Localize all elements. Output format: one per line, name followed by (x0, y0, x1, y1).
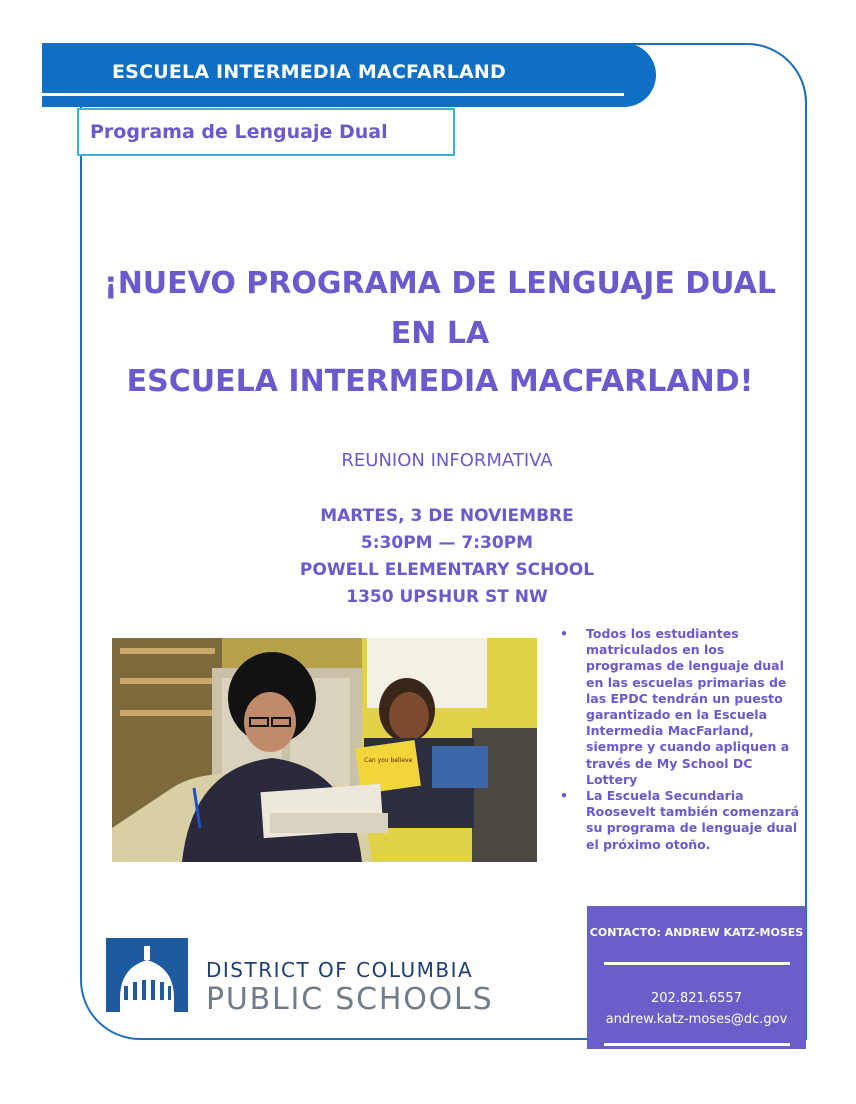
contact-divider (604, 962, 790, 965)
contact-divider (604, 1043, 790, 1046)
headline-line-3: ESCUELA INTERMEDIA MACFARLAND! (126, 364, 754, 399)
event-date: MARTES, 3 DE NOVIEMBRE (320, 506, 574, 526)
logo-line-1: DISTRICT OF COLUMBIA (206, 958, 474, 982)
bullet-item (560, 788, 800, 853)
program-label: Programa de Lenguaje Dual (90, 121, 388, 143)
event-title: REUNION INFORMATIVA (341, 450, 553, 471)
capitol-dome-logo-icon (106, 938, 188, 1012)
contact-email[interactable]: andrew.katz-moses@dc.gov (605, 1012, 788, 1027)
students-reading-photo (112, 638, 537, 862)
banner-rule (42, 93, 624, 96)
school-name: ESCUELA INTERMEDIA MACFARLAND (112, 61, 507, 83)
bullet-text: La Escuela Secundaria Roosevelt también comenzará su programa de lenguaje dual el próximo otoño. (586, 788, 800, 852)
headline-line-1: ¡NUEVO PROGRAMA DE LENGUAJE DUAL (104, 266, 776, 301)
logo-line-2: PUBLIC SCHOOLS (206, 982, 494, 1017)
photo-illustration (112, 638, 537, 862)
contact-title: CONTACTO: ANDREW KATZ-MOSES (589, 926, 804, 939)
contact-phone: 202.821.6557 (651, 991, 742, 1006)
book-cover-text: Can you believe (364, 757, 413, 764)
event-time: 5:30PM — 7:30PM (360, 533, 534, 553)
bullet-text: Todos los estudiantes matriculados en los programas de lenguaje dual en las escuelas primarias de las EPDC tendrán un puesto garantizado en la Escuela Intermedia MacFarland, siempre y cuando apliquen a través de My School DC Lottery (586, 626, 790, 787)
info-bullets (560, 626, 800, 853)
event-venue: POWELL ELEMENTARY SCHOOL (299, 560, 595, 580)
headline-line-2: EN LA (390, 316, 490, 351)
capitol-dome-icon (106, 938, 188, 1012)
bullet-dot: • (560, 788, 568, 804)
event-address: 1350 UPSHUR ST NW (346, 587, 548, 607)
bullet-item (560, 626, 800, 788)
bullet-dot: • (560, 626, 568, 641)
